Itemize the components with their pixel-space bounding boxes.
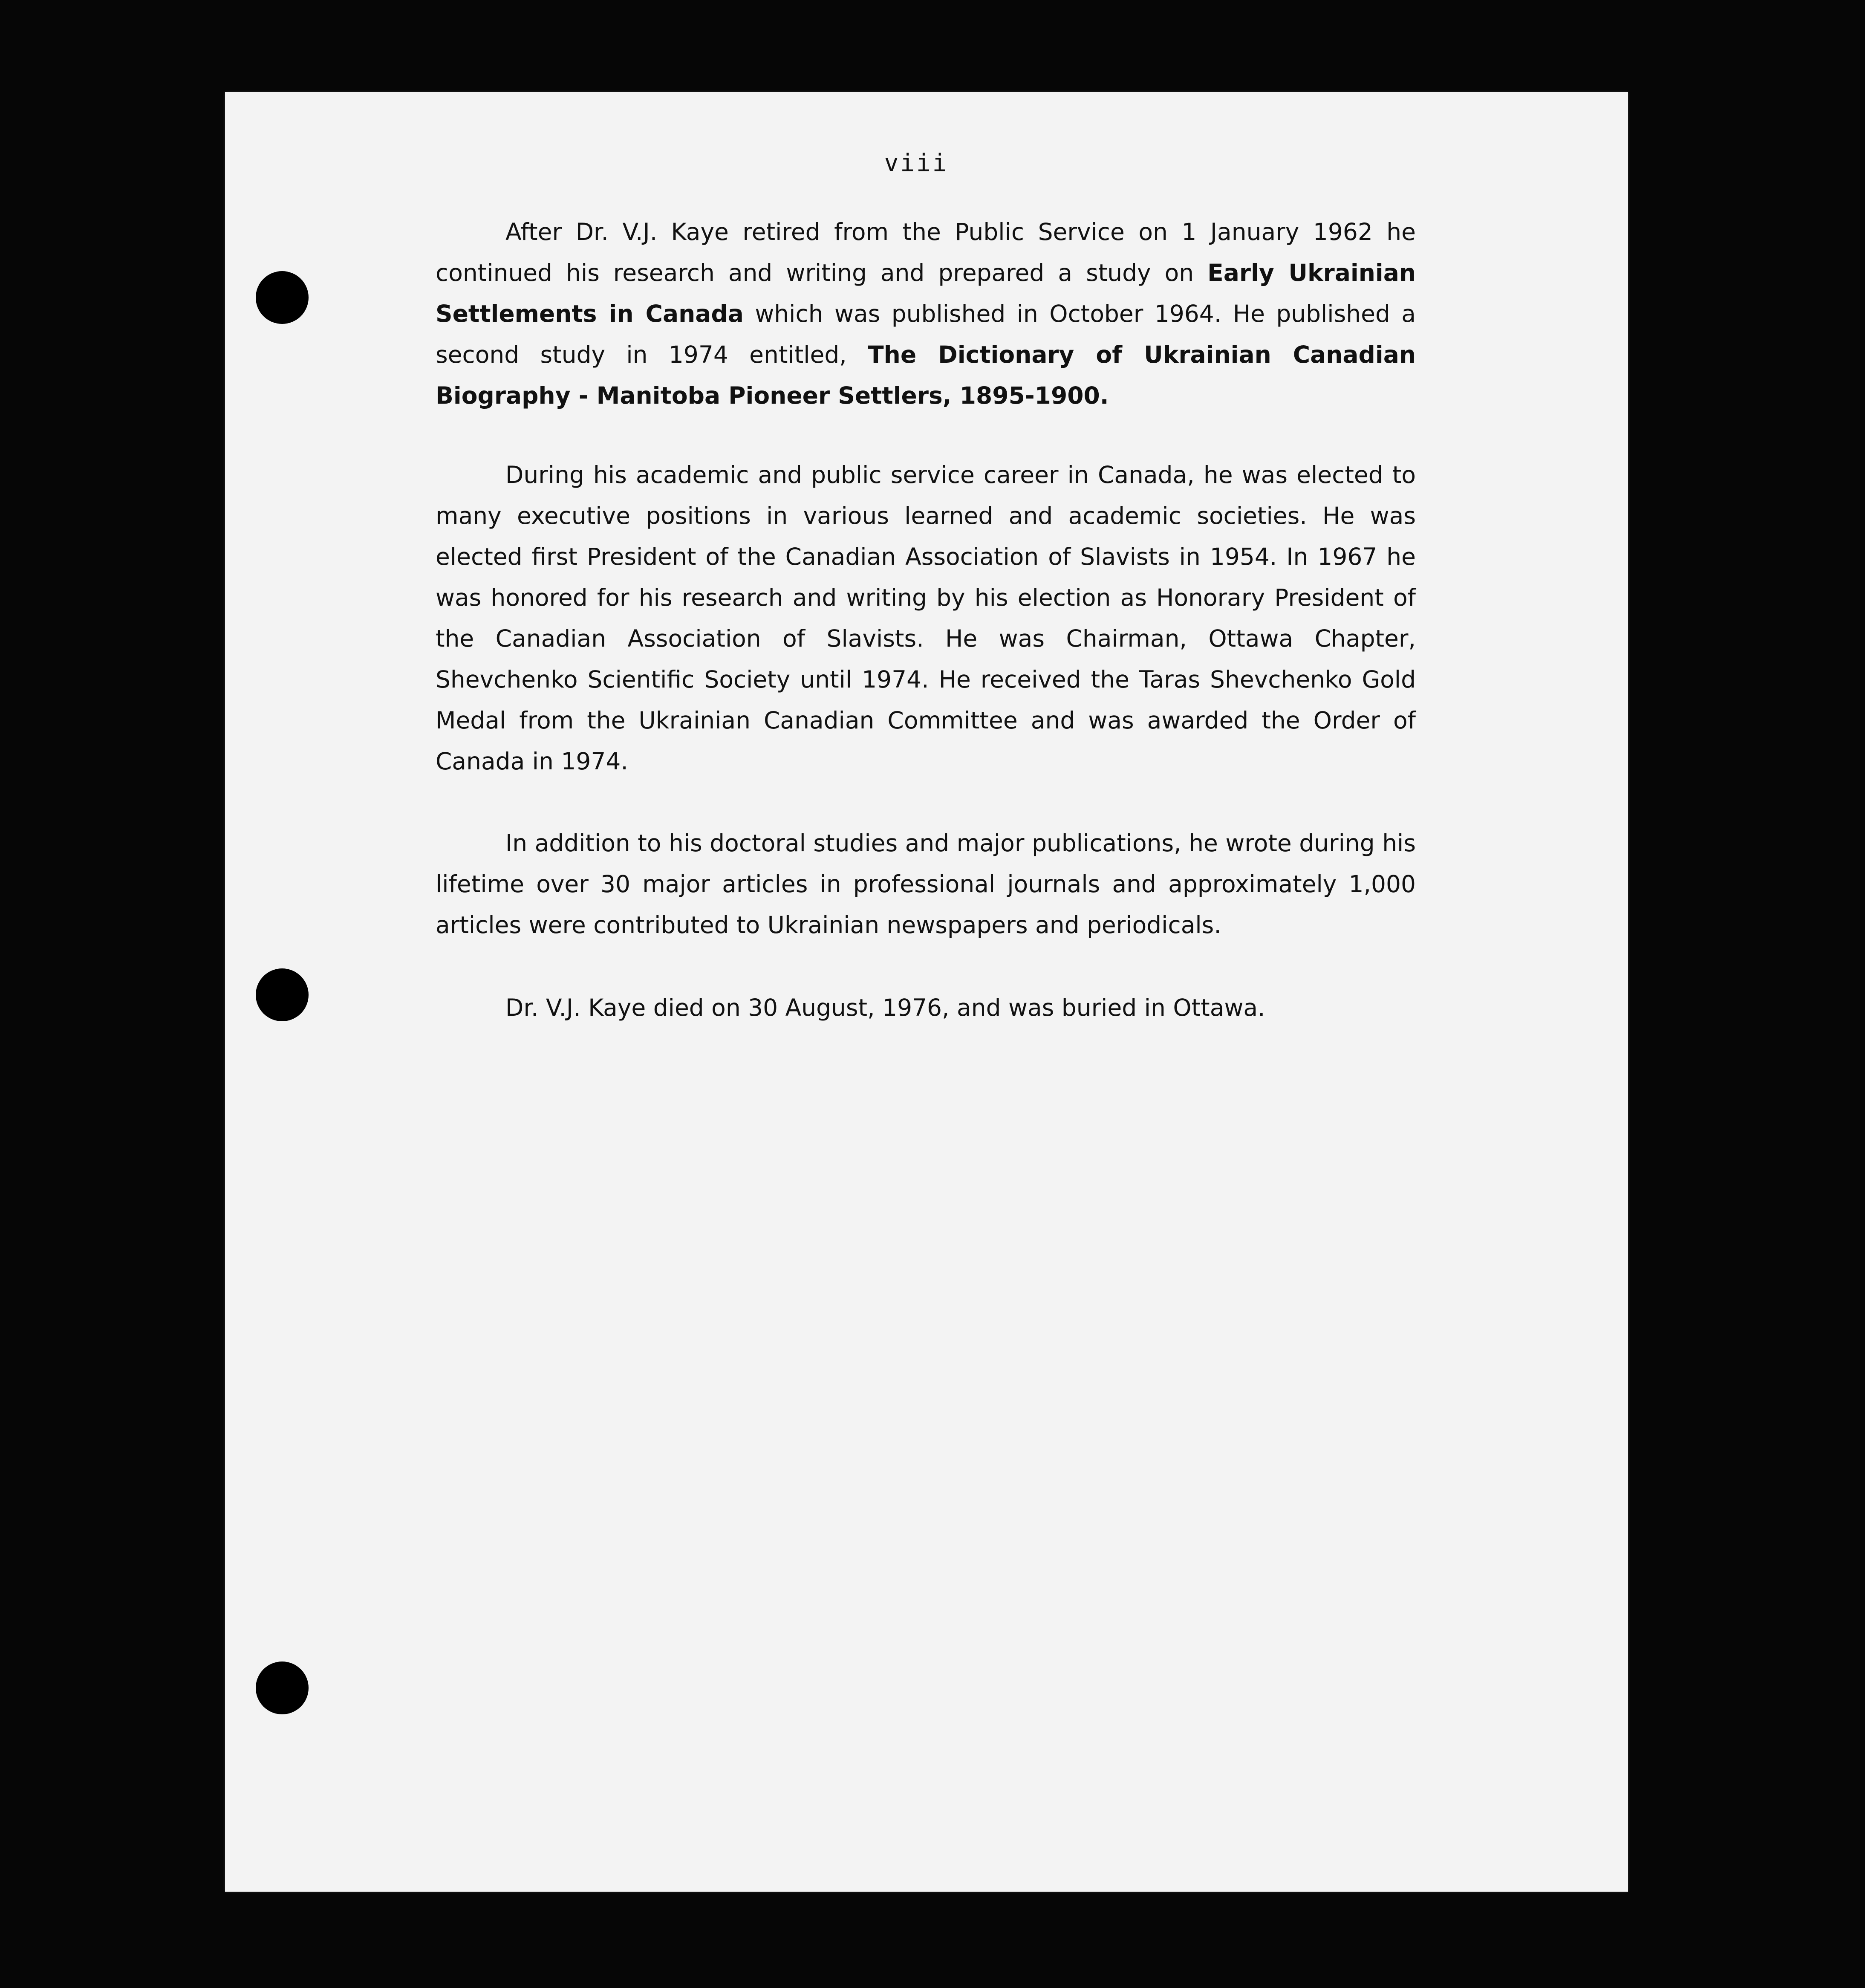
publication-title: Early Ukrainian Settlements in Canada bbox=[436, 259, 1416, 327]
punch-hole-bottom bbox=[256, 1661, 309, 1714]
paragraph-publications: In addition to his doctoral studies and major publications, he wrote during his lifetime over 30 major articles in professional journals and approximately 1,000 articles were contributed to Ukrainian newspapers and periodicals. bbox=[436, 829, 1416, 939]
paragraph-retirement bbox=[436, 211, 1416, 416]
paragraph-text: which was published in October 1964. He published a second study in 1974 entitled, bbox=[436, 300, 1416, 368]
page-number: viii bbox=[884, 149, 949, 177]
punch-hole-middle bbox=[256, 968, 309, 1021]
paragraph-career: During his academic and public service career in Canada, he was elected to many executive positions in various learned and academic societies. He was elected first President of the Canadian Association of Slavists in 1954. In 1967 he was honored for his research and writing by his election as Honorary President of the Canadian Association of Slavists. He was Chairman, Ottawa Chapter, Shevchenko Scientific Society until 1974. He received the Taras Shevchenko Gold Medal from the Ukrainian Canadian Committee and was awarded the Order of Canada in 1974. bbox=[436, 461, 1416, 775]
paragraph-text: After Dr. V.J. Kaye retired from the Public Service on 1 January 1962 he continued his research and writing and prepared a study on bbox=[436, 218, 1416, 286]
punch-hole-top bbox=[256, 271, 309, 324]
publication-title: The Dictionary of Ukrainian Canadian Biography - Manitoba Pioneer Settlers, 1895-1900. bbox=[436, 341, 1416, 409]
paragraph-death: Dr. V.J. Kaye died on 30 August, 1976, and was buried in Ottawa. bbox=[505, 994, 1265, 1021]
